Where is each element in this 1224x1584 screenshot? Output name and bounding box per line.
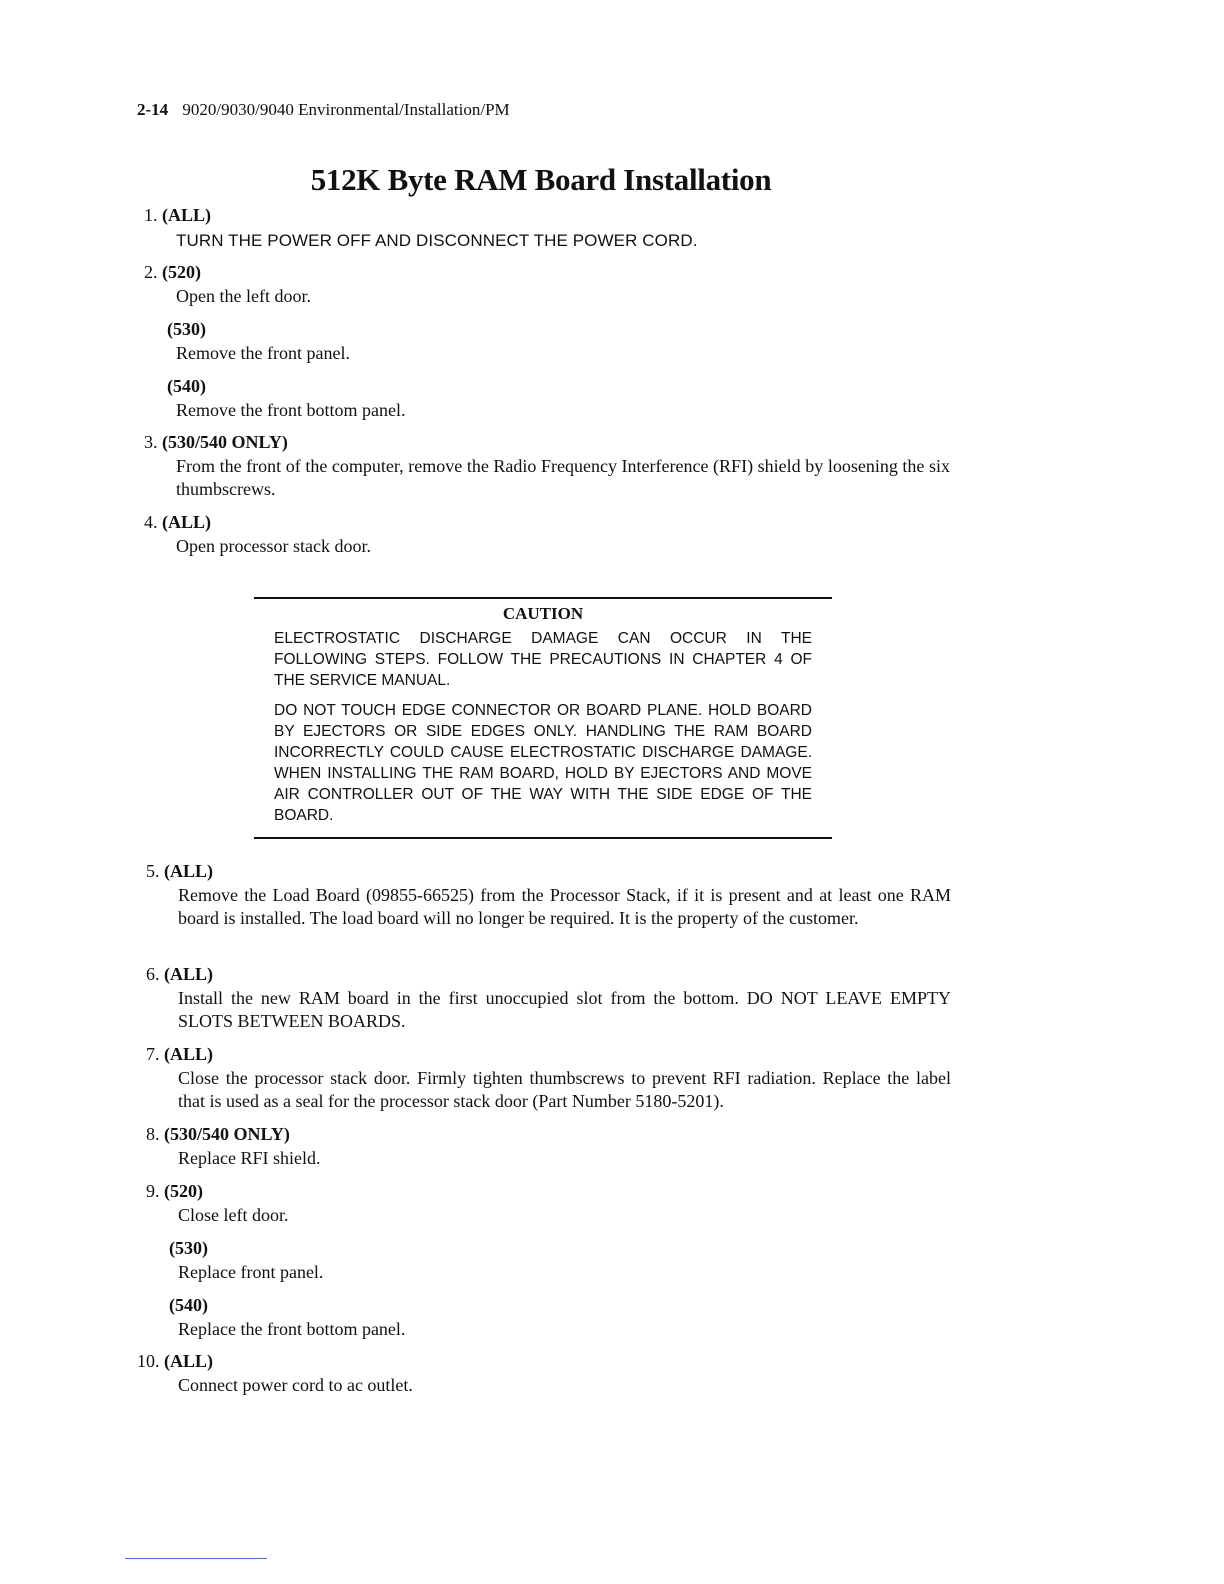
step-7-text: Close the processor stack door. Firmly tighten thumbscrews to prevent RFI radiation. Replace the label that is used as a seal for the processor stack door (Part Number 5180-5201). (178, 1068, 951, 1111)
step-tag: (ALL) (164, 1351, 213, 1371)
step-10-heading (137, 1350, 213, 1373)
step-2-530-heading (167, 318, 206, 341)
step-4-text: Open processor stack door. (176, 536, 371, 556)
step-8-heading (146, 1123, 290, 1146)
step-number: 6. (146, 964, 160, 984)
page-number: 2-14 (137, 100, 169, 119)
step-4-heading (144, 511, 211, 534)
caution-paragraph: ELECTROSTATIC DISCHARGE DAMAGE CAN OCCUR IN THE FOLLOWING STEPS. FOLLOW THE PRECAUTIONS IN CHAPTER 4 OF THE SERVICE MANUAL. (274, 630, 812, 689)
step-tag: (540) (169, 1295, 208, 1315)
step-tag: (ALL) (164, 861, 213, 881)
step-tag: (ALL) (162, 205, 211, 225)
step-tag: (ALL) (164, 964, 213, 984)
step-3-heading (144, 431, 288, 454)
page-header (137, 100, 510, 120)
step-tag: (530) (169, 1238, 208, 1258)
step-9-540-heading (169, 1294, 208, 1317)
caution-paragraph: DO NOT TOUCH EDGE CONNECTOR OR BOARD PLANE. HOLD BOARD BY EJECTORS OR SIDE EDGES ONLY. HANDLING THE RAM BOARD INCORRECTLY COULD CAUSE ELECTROSTATIC DISCHARGE DAMAGE. WHEN INSTALLING THE RAM BOARD, HOLD BY EJECTORS AND MOVE AIR CONTROLLER OUT OF THE WAY WITH THE SIDE EDGE OF THE BOARD. (274, 702, 812, 824)
step-9-530-text: Replace front panel. (178, 1262, 324, 1282)
step-8-text: Replace RFI shield. (178, 1148, 321, 1168)
step-tag: (530) (167, 319, 206, 339)
step-number: 9. (146, 1181, 160, 1201)
step-2-540-text: Remove the front bottom panel. (176, 400, 406, 420)
step-10-text: Connect power cord to ac outlet. (178, 1375, 413, 1395)
step-2-text: Open the left door. (176, 286, 311, 306)
step-1-heading (144, 204, 211, 227)
running-title: 9020/9030/9040 Environmental/Installation/PM (182, 100, 510, 119)
step-3-text: From the front of the computer, remove the Radio Frequency Interference (RFI) shield by loosening the six thumbscrews. (176, 456, 950, 499)
caution-title: CAUTION (502, 604, 584, 623)
step-tag: (ALL) (162, 512, 211, 532)
caution-box (254, 597, 832, 839)
step-9-530-heading (169, 1237, 208, 1260)
page-title: 512K Byte RAM Board Installation (310, 162, 772, 197)
step-number: 7. (146, 1044, 160, 1064)
step-tag: (530/540 ONLY) (162, 432, 288, 452)
step-9-text: Close left door. (178, 1205, 289, 1225)
step-2-530-text: Remove the front panel. (176, 343, 350, 363)
step-6-heading (146, 963, 213, 986)
step-2-540-heading (167, 375, 206, 398)
step-5-heading (146, 860, 213, 883)
step-tag: (ALL) (164, 1044, 213, 1064)
step-number: 8. (146, 1124, 160, 1144)
step-number: 10. (137, 1351, 160, 1371)
step-number: 2. (144, 262, 158, 282)
step-tag: (520) (162, 262, 201, 282)
step-1-text: TURN THE POWER OFF AND DISCONNECT THE POWER CORD. (176, 231, 698, 250)
step-2-heading (144, 261, 201, 284)
step-tag: (520) (164, 1181, 203, 1201)
step-5-text: Remove the Load Board (09855-66525) from the Processor Stack, if it is present and at least one RAM board is installed. The load board will no longer be required. It is the property of the customer. (178, 885, 951, 928)
step-number: 3. (144, 432, 158, 452)
step-9-540-text: Replace the front bottom panel. (178, 1319, 406, 1339)
step-9-heading (146, 1180, 203, 1203)
step-tag: (530/540 ONLY) (164, 1124, 290, 1144)
step-7-heading (146, 1043, 213, 1066)
step-number: 1. (144, 205, 158, 225)
step-tag: (540) (167, 376, 206, 396)
step-6-text: Install the new RAM board in the first unoccupied slot from the bottom. DO NOT LEAVE EMPTY SLOTS BETWEEN BOARDS. (178, 988, 951, 1031)
step-number: 4. (144, 512, 158, 532)
footer-rule (125, 1558, 267, 1559)
step-number: 5. (146, 861, 160, 881)
